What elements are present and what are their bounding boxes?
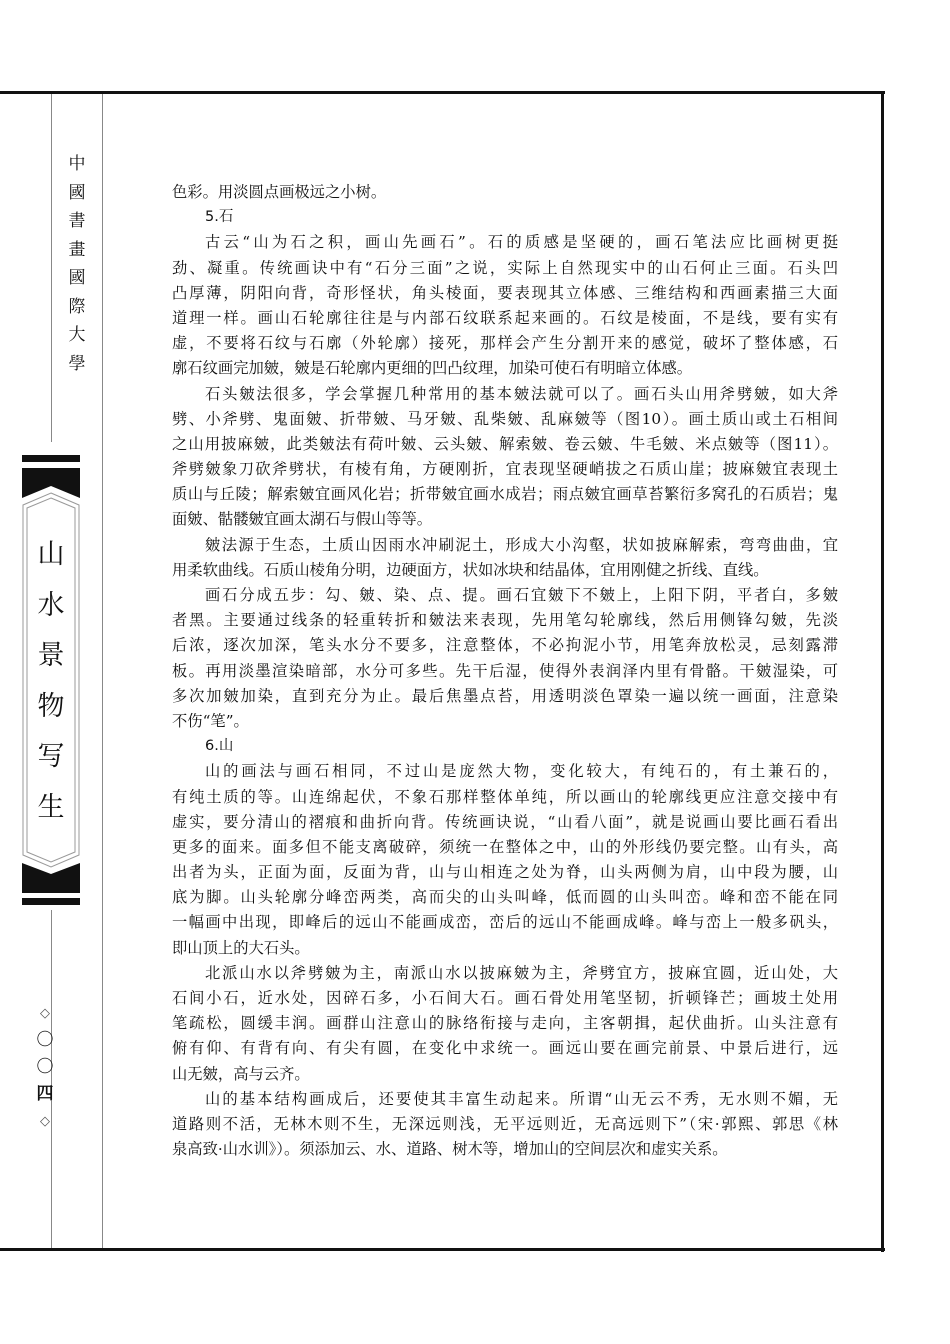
cartouche-top-bar-thin [22, 455, 80, 462]
text-line: 山的画法与画石相同，不过山是庞然大物，变化较大，有纯石的，有土兼石的， [205, 762, 838, 781]
text-line: 山无皴，高与云齐。 [172, 1064, 310, 1083]
college-char: 學 [68, 353, 86, 374]
text-line: 用柔软曲线。石质山棱角分明，边硬面方，状如冰块和结晶体，宜用刚健之折线、直线。 [172, 560, 769, 579]
book-title-char: 生 [37, 791, 65, 823]
page-number-char: ◇ [40, 1006, 50, 1021]
text-line: 有纯土质的等。山连绵起伏，不象石那样整体单纯，所以画山的轮廓线更应注意交接中有 [172, 787, 838, 806]
text-line: 色彩。用淡圆点画极远之小树。 [172, 183, 387, 201]
college-char: 國 [68, 182, 86, 203]
text-line: 廓石纹画完加皴，皴是石轮廓内更细的凹凸纹理，加染可使石有明暗立体感。 [172, 359, 693, 378]
text-line: 劈、小斧劈、鬼面皴、折带皴、马牙皴、乱柴皴、乱麻皴等（图10）。画土质山或土石相间 [172, 409, 838, 428]
text-line: 底为脚。山头轮廓分峰峦两类，高而尖的山头叫峰，低而圆的山头叫峦。峰和峦不能在同 [172, 888, 838, 907]
text-line: 泉高致·山水训》）。须添加云、水、道路、树木等，增加山的空间层次和虚实关系。 [172, 1140, 728, 1159]
text-line: 出者为头，正面为面，反面为背，山与山相连之处为脊，山头两侧为肩，山中段为腰，山 [172, 863, 838, 882]
main-text-body [172, 180, 838, 1162]
text-line: 之山用披麻皴，此类皴法有荷叶皴、云头皴、解索皴、卷云皴、牛毛皴、米点皴等（图11）。 [172, 434, 838, 453]
text-line: 道路则不活，无林木则不生，无深远则浅，无平远则近，无高远则下”（宋·郭熙、郭思《林 [172, 1114, 838, 1133]
text-line: 凸厚薄，阴阳向背，奇形怪状，角头棱面，要表现其立体感、三维结构和西画素描三大面 [172, 283, 838, 302]
college-char: 國 [68, 268, 86, 288]
cartouche-bottom-bar-thin [22, 898, 80, 905]
paragraph [172, 759, 838, 961]
page-number-char: 四 [36, 1084, 54, 1104]
text-line: 俯有仰、有背有向、有尖有圆，在变化中求统一。画远山要在画完前景、中景后进行，远 [172, 1039, 838, 1058]
text-line: 斧劈皴象刀砍斧劈状，有棱有角，方硬刚折，宜表现坚硬峭拔之石质山崖；披麻皴宜表现土 [172, 460, 838, 479]
page-number-char: 〇 [36, 1030, 54, 1050]
text-line: 板。再用淡墨渲染暗部，水分可多些。先干后湿，使得外表润泽内里有骨骼。干皴湿染，可 [172, 661, 838, 680]
page-frame-bottom-border [0, 1248, 885, 1251]
book-title-char: 山 [37, 539, 65, 570]
book-title-char: 写 [37, 741, 65, 772]
college-char: 畫 [68, 239, 86, 260]
page-number-char: ◇ [40, 1114, 50, 1129]
text-line: 虚，不要将石纹与石廓（外轮廓）接死，那样会产生分割开来的感觉，破坏了整体感，石 [172, 334, 838, 353]
page-number-vertical [32, 1000, 58, 1135]
text-line: 更多的面来。面多但不能支离破碎，须统一在整体之中，山的外形线仍要完整。山有头，高 [172, 837, 838, 856]
text-line: 即山顶上的大石头。 [172, 938, 310, 957]
book-title-char: 水 [37, 589, 65, 621]
college-char: 中 [68, 154, 86, 174]
text-line: 虚实，要分清山的褶痕和曲折向背。传统画诀说，“山看八面”，就是说画山要比画石看出 [172, 812, 838, 831]
paragraph [172, 583, 838, 734]
paragraph [172, 230, 838, 381]
paragraph [172, 1087, 838, 1163]
page-number-char: 〇 [36, 1057, 54, 1077]
text-line: 劲、凝重。传统画诀中有“石分三面”之说，实际上自然现实中的山石何止三面。石头凹 [172, 258, 838, 277]
text-line: 多次加皴加染，直到充分为止。最后焦墨点苔，用透明淡色罩染一遍以统一画面，注意染 [172, 686, 838, 705]
text-line: 古云“山为石之积，画山先画石”。石的质感是坚硬的，画石笔法应比画树更挺 [205, 233, 838, 252]
college-char: 大 [68, 325, 86, 345]
text-line: 山的基本结构画成后，还要使其丰富生动起来。所谓“山无云不秀，无水则不媚，无 [205, 1089, 838, 1108]
text-line: 一幅画中出现，即峰后的远山不能画成峦，峦后的远山不能画成峰。峰与峦上一般多矾头， [172, 913, 838, 932]
text-line: 北派山水以斧劈皴为主，南派山水以披麻皴为主，斧劈宜方，披麻宜圆，近山处，大 [205, 963, 838, 982]
college-name-vertical [64, 150, 90, 378]
book-title-char: 物 [37, 690, 65, 722]
paragraph [172, 961, 838, 1087]
text-line: 皴法源于生态，土质山因雨水冲刷泥土，形成大小沟壑，状如披麻解索，弯弯曲曲，宜 [205, 535, 838, 554]
book-title-char: 景 [37, 640, 65, 671]
college-char: 書 [68, 211, 86, 231]
margin-rule-outer-upper [51, 94, 52, 442]
text-line: 石间小石，近水处，因碎石多，小石间大石。画石骨处用笔坚韧，折顿锋芒；画坡土处用 [172, 989, 838, 1007]
college-char: 際 [68, 296, 86, 317]
text-line: 面皴、骷髅皴宜画太湖石与假山等等。 [172, 510, 433, 529]
paragraph [172, 382, 838, 533]
text-line: 后浓，逐次加深，笔头水分不要多，注意整体，不必拘泥小节，用笔奔放松灵，忌刻露滞 [172, 636, 838, 655]
book-title-vertical [20, 530, 82, 833]
text-line: 质山与丘陵；解索皴宜画风化岩；折带皴宜画水成岩；雨点皴宜画草苔繁衍多窝孔的石质岩；鬼 [172, 485, 838, 504]
text-line: 不伤“笔”。 [172, 711, 249, 730]
text-line: 道理一样。画山石轮廓往往是与内部石纹联系起来画的。石纹是棱面，不是线，要有实有 [172, 308, 838, 327]
text-line: 者黑。主要通过线条的轻重转折和皴法来表现，先用笔勾轮廓线，然后用侧锋勾皴，先淡 [172, 611, 838, 630]
paragraph [172, 180, 838, 205]
text-line: 石头皴法很多，学会掌握几种常用的基本皴法就可以了。画石头山用斧劈皴，如大斧 [205, 384, 838, 403]
section-heading: 5.石 [205, 209, 234, 226]
paragraph [172, 533, 838, 583]
text-line: 画石分成五步：勾、皴、染、点、提。画石宜皴下不皴上，上阳下阴，平者白，多皴 [205, 586, 838, 604]
page-frame-top-border [0, 91, 885, 94]
section-heading: 6.山 [205, 738, 234, 755]
page-frame-right-border [881, 91, 884, 1252]
text-line: 笔疏松，圆缓丰润。画群山注意山的脉络衔接与走向，主客朝揖，起伏曲折。山头注意有 [172, 1014, 838, 1033]
margin-rule-inner [102, 94, 103, 1248]
